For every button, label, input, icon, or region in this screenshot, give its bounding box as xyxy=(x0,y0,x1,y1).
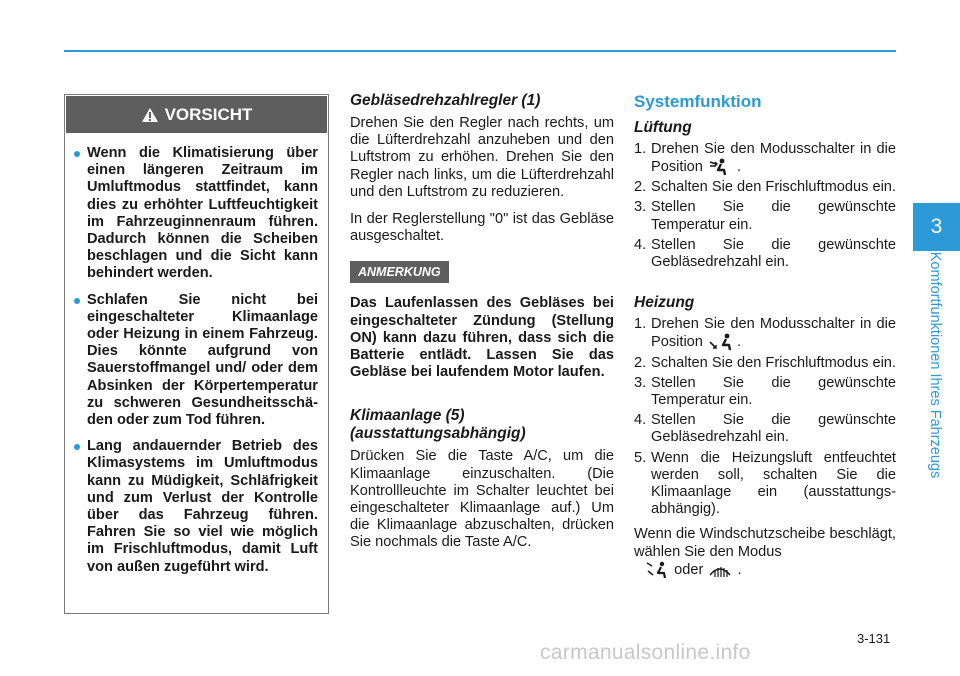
list-item xyxy=(634,179,896,196)
step-number: 2. xyxy=(634,179,647,196)
caution-item xyxy=(87,438,318,576)
note-text: Das Laufenlassen des Gebläses bei eingeschalteter Zündung (Stellung ON) kann dazu führen, dass sich die Batterie entlädt. Lassen Sie das Gebläse bei laufendem Motor laufen. xyxy=(350,295,614,381)
step-text: Stellen Sie die gewünschte Gebläsedrehzahl ein. xyxy=(651,236,896,271)
list-item xyxy=(634,412,896,446)
note-badge: ANMERKUNG xyxy=(350,261,449,283)
defrost-icon xyxy=(707,561,733,579)
top-rule xyxy=(64,50,896,52)
step-text: Stellen Sie die gewünschte Gebläsedrehzahl ein. xyxy=(651,412,896,446)
blower-off-paragraph: In der Reglerstellung "0" ist das Gebläse ausgeschaltet. xyxy=(350,211,614,245)
step-text: Stellen Sie die gewünschte Temperatur ein. xyxy=(651,199,896,233)
blower-paragraph: Drehen Sie den Regler nach rechts, um die Lüfterdrehzahl anzuheben und den Luftstrom zu erhöhen. Drehen Sie den Regler nach links, um die Lüfterdrehzahl und den Luftstrom zu reduzieren. xyxy=(350,115,614,200)
list-item xyxy=(634,141,896,176)
ac-heading: Klimaanlage (5) xyxy=(350,407,465,425)
list-item xyxy=(634,450,896,519)
section-heading: Systemfunktion xyxy=(634,92,762,111)
step-number: 2. xyxy=(634,354,647,371)
cooling-heading: Lüftung xyxy=(634,119,692,136)
heating-steps xyxy=(634,316,896,518)
defrost-paragraph xyxy=(634,526,896,578)
step-text: Drehen Sie den Modusschalter in die Position xyxy=(651,316,896,351)
floor-defrost-icon xyxy=(644,561,670,579)
chapter-title: Komfortfunktionen Ihres Fahrzeugs xyxy=(927,251,943,479)
watermark: carmanualsonline.info xyxy=(540,641,751,664)
step-suffix: . xyxy=(737,334,742,351)
defrost-text: Wenn die Windschutzscheibe beschlägt, wählen Sie den Modus xyxy=(634,526,896,560)
ac-heading-sub: (ausstattungsabhängig) xyxy=(350,425,526,443)
bullet-icon xyxy=(74,151,80,157)
step-text: Drehen Sie den Modusschalter in die Position xyxy=(651,141,896,176)
list-item xyxy=(634,316,896,351)
step-number: 3. xyxy=(634,199,647,216)
ac-paragraph: Drücken Sie die Taste A/C, um die Klimaanlage einzuschalten. (Die Kontrollleuchte im Schalter leuchtet bei eingeschalteter Klimaanlage auf.) Um die Klimaanlage abzuschalten, drücken Sie nochmals die Taste A/C. xyxy=(350,448,614,551)
warning-icon xyxy=(141,107,159,123)
caution-item-text: Lang andauernder Betrieb des Klimasystems im Umluftmodus kann zu Müdigkeit, Schläfrigkeit und zum Verlust der Kontrolle über das Fahrzeug führen. Fahren Sie so viel wie möglich im Frischluftmodus, damit Luft von außen zugeführt wird. xyxy=(87,438,318,575)
caution-item xyxy=(87,145,318,283)
page-number: 3-131 xyxy=(857,631,891,646)
step-number: 5. xyxy=(634,449,647,466)
list-item xyxy=(634,355,896,372)
caution-title: VORSICHT xyxy=(164,104,253,124)
step-number: 4. xyxy=(634,412,647,429)
step-number: 4. xyxy=(634,236,647,253)
list-item xyxy=(634,199,896,233)
step-text: Stellen Sie die gewünschte Temperatur ein. xyxy=(651,374,896,408)
caution-list xyxy=(65,134,328,576)
bullet-icon xyxy=(74,444,80,450)
right-column xyxy=(634,92,896,579)
caution-box xyxy=(64,94,329,614)
bullet-icon xyxy=(74,298,80,304)
caution-item-text: Schlafen Sie nicht bei eingeschalteter Klimaanlage oder Heizung in einem Fahrzeug. Dies könnte aufgrund von Sauerstoffmangel und/ oder dem Absinken der Körpertemperatur zu schweren Gesundheitsschäden oder zum Tod führen. xyxy=(87,291,318,429)
face-vent-icon xyxy=(707,158,733,176)
list-item xyxy=(634,237,896,271)
step-text: Schalten Sie den Frischluftmodus ein. xyxy=(651,179,896,196)
floor-vent-icon xyxy=(707,333,733,351)
blower-heading: Gebläsedrehzahlregler (1) xyxy=(350,92,541,109)
step-number: 1. xyxy=(634,141,647,157)
list-item xyxy=(634,375,896,409)
defrost-or: oder xyxy=(674,561,704,578)
defrost-end: . xyxy=(737,561,742,578)
caution-header xyxy=(66,96,327,133)
step-text: Schalten Sie den Frischluftmodus ein. xyxy=(651,354,896,371)
step-suffix: . xyxy=(737,159,742,176)
step-text: Wenn die Heizungsluft entfeuchtet werden soll, schalten Sie die Klimaanlage ein (ausstattungsabhängig). xyxy=(651,449,896,518)
chapter-number: 3 xyxy=(930,215,943,238)
heating-heading: Heizung xyxy=(634,294,695,312)
step-number: 1. xyxy=(634,316,647,333)
middle-column xyxy=(350,92,614,562)
caution-item xyxy=(87,292,318,430)
step-number: 3. xyxy=(634,374,647,391)
caution-item-text: Wenn die Klimatisierung über einen längeren Zeitraum im Umluftmodus stattfindet, kann dies zu erhöhter Luftfeuchtigkeit im Fahrzeuginnenraum führen. Dadurch können die Scheiben beschlagen und die Sicht kann behindert werden. xyxy=(87,145,318,282)
cooling-steps xyxy=(634,141,896,271)
